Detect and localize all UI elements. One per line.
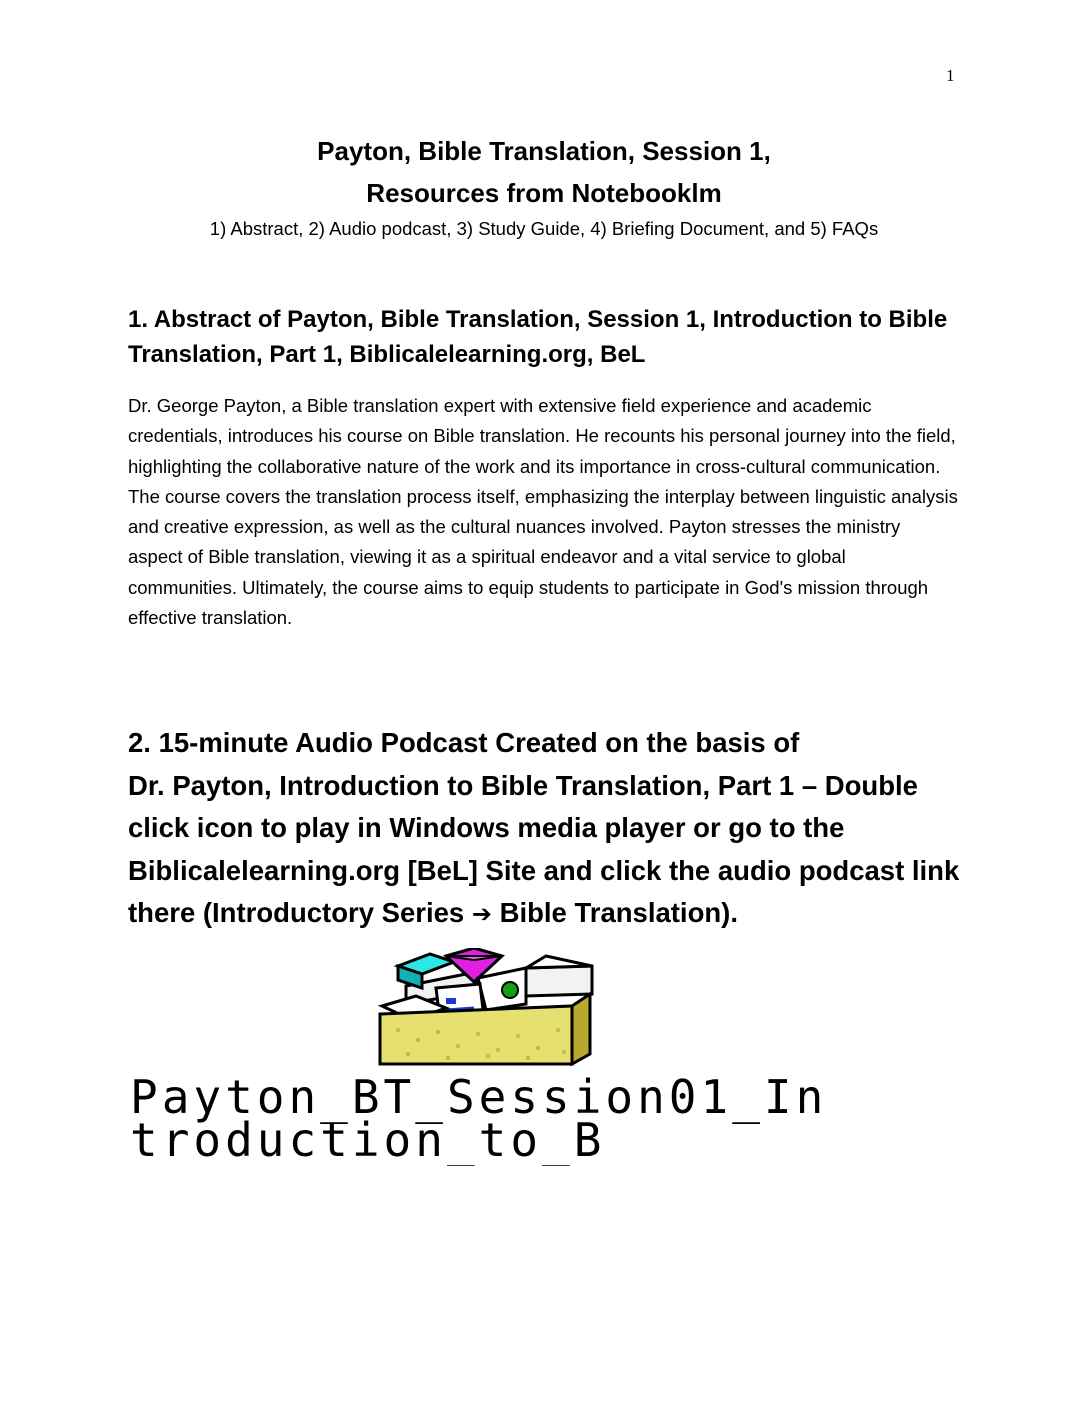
page-number: 1 — [946, 66, 955, 85]
podcast-heading-line-1: 2. 15-minute Audio Podcast Created on the basis of — [128, 727, 800, 758]
document-subtitle: 1) Abstract, 2) Audio podcast, 3) Study Guide, 4) Briefing Document, and 5) FAQs — [209, 218, 879, 239]
podcast-heading-end: Bible Translation). — [491, 897, 738, 928]
document-title-line-1: Payton, Bible Translation, Session 1, — [317, 136, 771, 166]
package-icon[interactable] — [376, 948, 598, 1066]
title-block — [0, 130, 1088, 244]
abstract-heading: 1. Abstract of Payton, Bible Translation, Session 1, Introduction to Bible Translation, Part 1, Biblicalelearning.org, BeL — [128, 306, 948, 368]
arrow-right-icon: ➔ — [471, 900, 492, 928]
podcast-heading-text: Dr. Payton, Introduction to Bible Translation, Part 1 – Double click icon to play in Windows media player or go to the Biblicalelearning.org [BeL] Site and click the audio podcast link there (Introductory Series — [128, 769, 960, 928]
document-title-line-2: Resources from Notebooklm — [366, 178, 722, 208]
abstract-body: Dr. George Payton, a Bible translation expert with extensive field experience and academic credentials, introduces his course on Bible translation. He recounts his personal journey into the field, highlighting the collaborative nature of the work and its importance in cross-cultural communication. The course covers the translation process itself, emphasizing the interplay between linguistic analysis and creative expression, as well as the cultural nuances involved. Payton stresses the ministry aspect of Bible translation, viewing it as a spiritual endeavor and a vital service to global communities. Ultimately, the course aims to equip students to participate in God's mission through effective translation. — [128, 395, 958, 629]
package-icon-caption[interactable]: Payton_BT_Session01_Introduction_to_B — [130, 1076, 828, 1166]
podcast-heading — [128, 722, 978, 936]
